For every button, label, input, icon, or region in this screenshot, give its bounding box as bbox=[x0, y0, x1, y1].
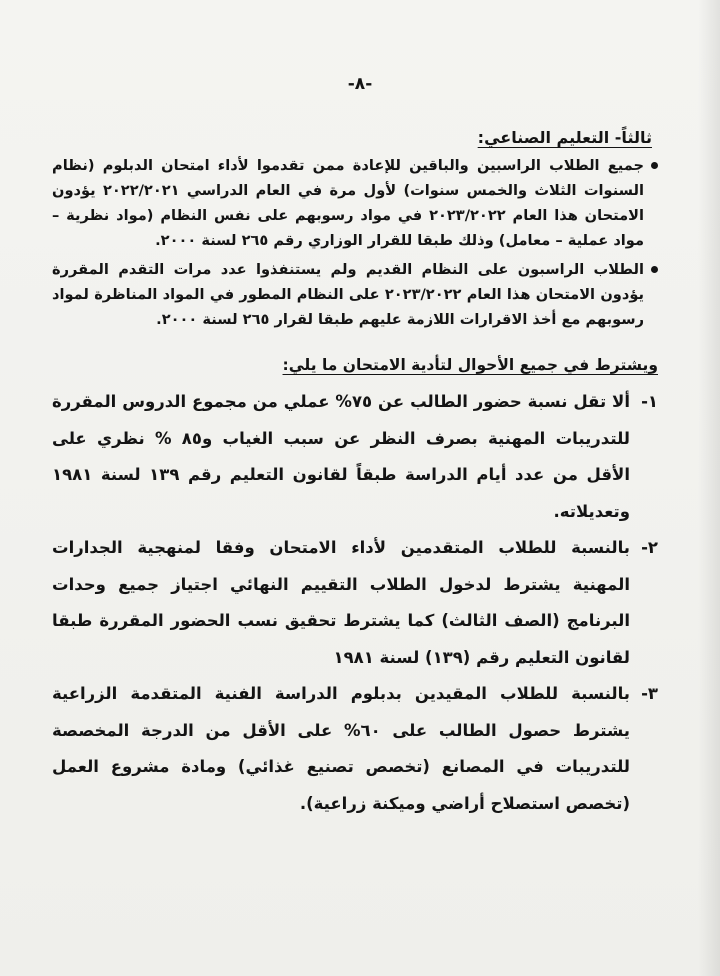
conditions-heading: ويشترط في جميع الأحوال لتأدية الامتحان ما يلي: bbox=[282, 356, 658, 374]
conditions-list bbox=[52, 384, 658, 822]
bullet-list bbox=[52, 153, 658, 332]
bullet-text: الطلاب الراسبون على النظام القديم ولم يستنفذوا عدد مرات التقدم المقررة يؤدون الامتحان هذا العام ٢٠٢٣/٢٠٢٢ على النظام المطور في المواد المناظرة لمواد رسوبهم مع أخذ الاقرارات اللازمة عليهم طبقا لقرار ٢٦٥ لسنة ٢٠٠٠. bbox=[52, 261, 644, 328]
condition-item bbox=[52, 676, 658, 822]
page-edge-shadow bbox=[698, 0, 720, 976]
document-body bbox=[52, 128, 658, 822]
section-heading: ثالثاً- التعليم الصناعي: bbox=[477, 128, 652, 147]
bullet-item bbox=[52, 257, 658, 332]
bullet-text: جميع الطلاب الراسبين والباقين للإعادة ممن تقدموا لأداء امتحان الدبلوم (نظام السنوات الثلاث والخمس سنوات) لأول مرة في العام الدراسي ٢٠٢٢/٢٠٢١ يؤدون الامتحان هذا العام ٢٠٢٣/٢٠٢٢ في مواد رسوبهم على نفس النظام (مواد نظرية – مواد عملية – معامل) وذلك طبقا للقرار الوزاري رقم ٢٦٥ لسنة ٢٠٠٠. bbox=[52, 157, 644, 249]
page-number: -٨- bbox=[347, 74, 373, 94]
condition-number: ٢- bbox=[641, 538, 658, 557]
condition-item bbox=[52, 384, 658, 530]
condition-item bbox=[52, 530, 658, 676]
condition-number: ١- bbox=[641, 392, 658, 411]
condition-text: بالنسبة للطلاب المتقدمين لأداء الامتحان وفقا لمنهجية الجدارات المهنية يشترط لدخول الطلاب التقييم النهائي اجتياز جميع وحدات البرنامج (الصف الثالث) كما يشترط تحقيق نسب الحضور المقررة طبقا لقانون التعليم رقم (١٣٩) لسنة ١٩٨١ bbox=[52, 538, 630, 667]
bullet-dot-icon bbox=[651, 266, 658, 273]
condition-number: ٣- bbox=[641, 684, 658, 703]
condition-text: بالنسبة للطلاب المقيدين بدبلوم الدراسة الفنية المتقدمة الزراعية يشترط حصول الطالب على ٦٠% على الأقل من الدرجة المخصصة للتدريبات في المصانع (تخصص تصنيع غذائي) ومادة مشروع العمل (تخصص استصلاح أراضي وميكنة زراعية). bbox=[52, 684, 630, 813]
bullet-dot-icon bbox=[651, 162, 658, 169]
bullet-item bbox=[52, 153, 658, 253]
condition-text: ألا تقل نسبة حضور الطالب عن ٧٥% عملي من مجموع الدروس المقررة للتدريبات المهنية بصرف النظر عن سبب الغياب و٨٥ % نظري على الأقل من عدد أيام الدراسة طبقاً لقانون التعليم رقم ١٣٩ لسنة ١٩٨١ وتعديلاته. bbox=[52, 392, 630, 521]
